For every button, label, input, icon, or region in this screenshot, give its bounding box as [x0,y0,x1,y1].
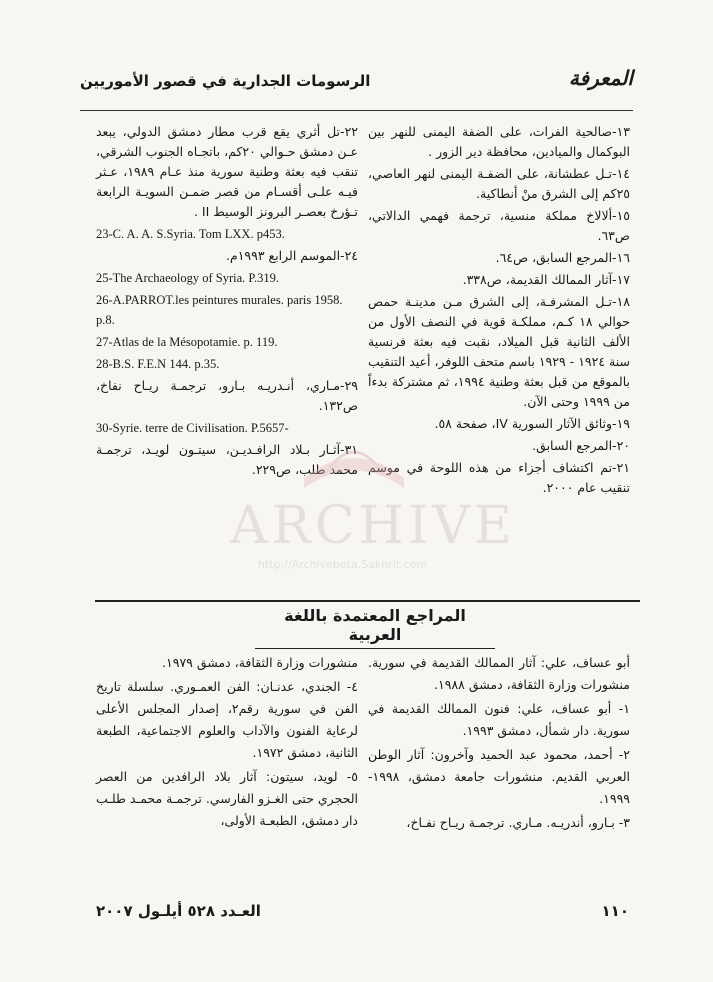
footnote: 26-A.PARROT.les peintures murales. paris 1958. p.8. [96,293,343,327]
reference-item: ٣- بـارو، أندريـه. مـاري. ترجمـة ريـاح نفـاخ، [406,815,630,830]
footnote: ٣١-آثـار بـلاد الرافـديـن، سيتـون لويـد، ترجمـة محمد طلب، ص٢٢٩. [96,442,358,477]
reference-item: ٢- أحمد، محمود عبد الحميد وآخرون: آثار الوطن العربي القديم. منشورات جامعة دمشق، ١٩٩٨- ١٩٩٩. [368,747,630,806]
footnote: ١٤-تـل عطشانة، على الضفـة اليمنى لنهر العاصي، ٢٥كم إلى الشرق منْ أنطاكية. [368,166,630,201]
watermark-text: ARCHIVE [230,496,516,556]
reference-item: ١- أبو عساف، علي: فنون الممالك القديمة في سورية. دار شمأل، دمشق ١٩٩٣. [368,701,630,738]
footnote: 28-B.S. F.E.N 144. p.35. [96,357,220,371]
footnote: ٢٩-مـاري، أنـدريـه بـارو، ترجمـة ريـاح نفاخ، ص١٣٢. [96,378,358,413]
footnote: ٢٤-الموسم الرابع ١٩٩٣م. [225,248,358,263]
footnote: ١٦-المرجع السابق، ص٦٤. [495,250,630,265]
footnote: ١٧-آثار الممالك القديمة، ص٣٣٨. [462,272,630,287]
issue-info: العـدد ٥٢٨ أيلـول ٢٠٠٧ [96,902,261,920]
footnote: ١٨-تـل المشرفـة، إلى الشرق مـن مدينـة حمص حوالي ١٨ كـم، مملكـة قوية في النصف الأول من الألف الثانية قبل الميلاد، نقبت فيه بعثة فرنسية سنة ١٩٢٤ - ١٩٢٩ باسم متحف اللوفر، أعيد التنقيب بالموقع من قبل بعثة وطنية ١٩٩٤، ثم مشتركة بدءاً من ١٩٩٩ وحتى الآن. [368,294,630,409]
footnote: ١٩-وثائق الآثار السورية IV، صفحة ٥٨. [434,416,630,431]
reference-item: ٤- الجندي، عدنـان: الفن العمـوري. سلسلة تاريخ الفن في سورية رقم٢، إصدار المجلس الأعلى لرعاية الفنون والآداب والعلوم الاجتماعية، الطبعة الثانية، دمشق ١٩٧٢. [96,679,358,760]
reference-item: أبو عساف، علي: آثار الممالك القديمة في سورية. منشورات وزارة الثقافة، دمشق ١٩٨٨. [368,655,630,692]
footnote: ٢١-تم اكتشاف أجزاء من هذه اللوحة في موسم تنقيب عام ٢٠٠٠. [368,460,630,495]
page-number: ١١٠ [601,902,629,920]
page-footer [96,902,629,926]
footnote: 25-The Archaeology of Syria. P.319. [96,271,279,285]
header-rule [80,110,633,111]
watermark-url: http://Archivebeta.Sakhrit.com [258,558,428,571]
reference-item: منشورات وزارة الثقافة، دمشق ١٩٧٩. [162,655,358,670]
notes-column-right [368,122,630,500]
magazine-logo: المعرفة [568,66,633,90]
footnote: 27-Atlas de la Mésopotamie. p. 119. [96,335,278,349]
references-column-left [96,652,358,834]
footnote: 30-Syrie. terre de Civilisation. P.5657- [96,421,289,435]
footnote: 23-C. A. A. S.Syria. Tom LXX. p453. [96,227,285,241]
references-column-right [368,652,630,836]
section-divider [95,600,640,602]
running-title: الرسومات الجدارية في قصور الأموريين [80,72,371,90]
footnote: ٢٢-تل أثري يقع قرب مطار دمشق الدولي، يبعد عـن دمشق حـوالي ٢٠كم، باتجـاه الجنوب الشرقي، تنقب فيه بعثة وطنية سورية منذ عـام ١٩٨٩، عـثر فيـه علـى أقسـام من قصر ضمـن السويـة الرابعة تـؤرخ بعصـر البرونز الوسيط II . [96,124,358,219]
footnote: ٢٠-المرجع السابق. [532,438,630,453]
footnote: ١٥-ألالاخ مملكة منسية، ترجمة فهمي الدالاتي، ص٦٣. [368,208,630,243]
page-header [80,60,633,100]
reference-item: ٥- لويد، سيتون: آثار بلاد الرافدين من العصر الحجري حتى الغـزو الفارسي. ترجمـة محمـد طلـب دار دمشق، الطبعـة الأولى، [95,769,358,828]
notes-column-left [96,122,358,482]
section-title: المراجع المعتمدة باللغة العربية [255,606,495,649]
footnote: ١٣-صالحية الفرات، على الضفة اليمنى للنهر بين البوكمال والميادين، محافظة دير الزور . [368,124,630,159]
